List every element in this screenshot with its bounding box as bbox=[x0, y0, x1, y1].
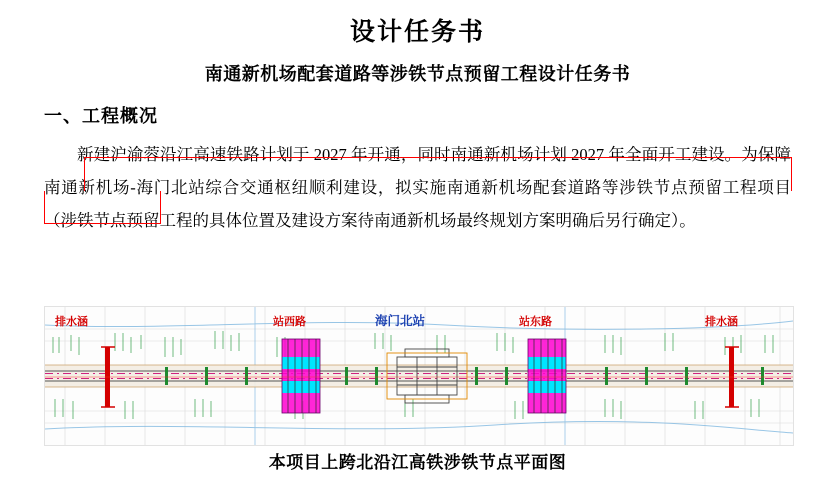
section-heading: 一、工程概况 bbox=[44, 105, 158, 126]
map-label-station: 海门北站 bbox=[375, 314, 426, 328]
document-page bbox=[0, 18, 835, 477]
map-label-road-west: 站西路 bbox=[273, 316, 306, 328]
node-west bbox=[282, 339, 320, 413]
document-subtitle: 南通新机场配套道路等涉铁节点预留工程设计任务书 bbox=[204, 64, 631, 84]
figure-plan-drawing bbox=[44, 306, 794, 446]
node-east bbox=[528, 339, 566, 413]
body-text bbox=[44, 138, 791, 237]
page-title: 设计任务书 bbox=[349, 19, 485, 46]
figure-caption: 本项目上跨北沿江高铁涉铁节点平面图 bbox=[268, 453, 567, 472]
map-label-road-east: 站东路 bbox=[519, 316, 552, 328]
paragraph-overview: 新建沪渝蓉沿江高速铁路计划于 2027 年开通，同时南通新机场计划 2027 年全面开工建设。为保障南通新机场-海门北站综合交通枢纽顺利建设，拟实施南通新机场配套道路等涉铁节点预留工程项目（涉铁节点预留工程的具体位置及建设方案待南通新机场最终规划方案明确后另行确定）。 bbox=[44, 144, 791, 230]
map-label-drain-left: 排水涵 bbox=[55, 316, 88, 328]
map-label-drain-right: 排水涵 bbox=[705, 316, 738, 328]
